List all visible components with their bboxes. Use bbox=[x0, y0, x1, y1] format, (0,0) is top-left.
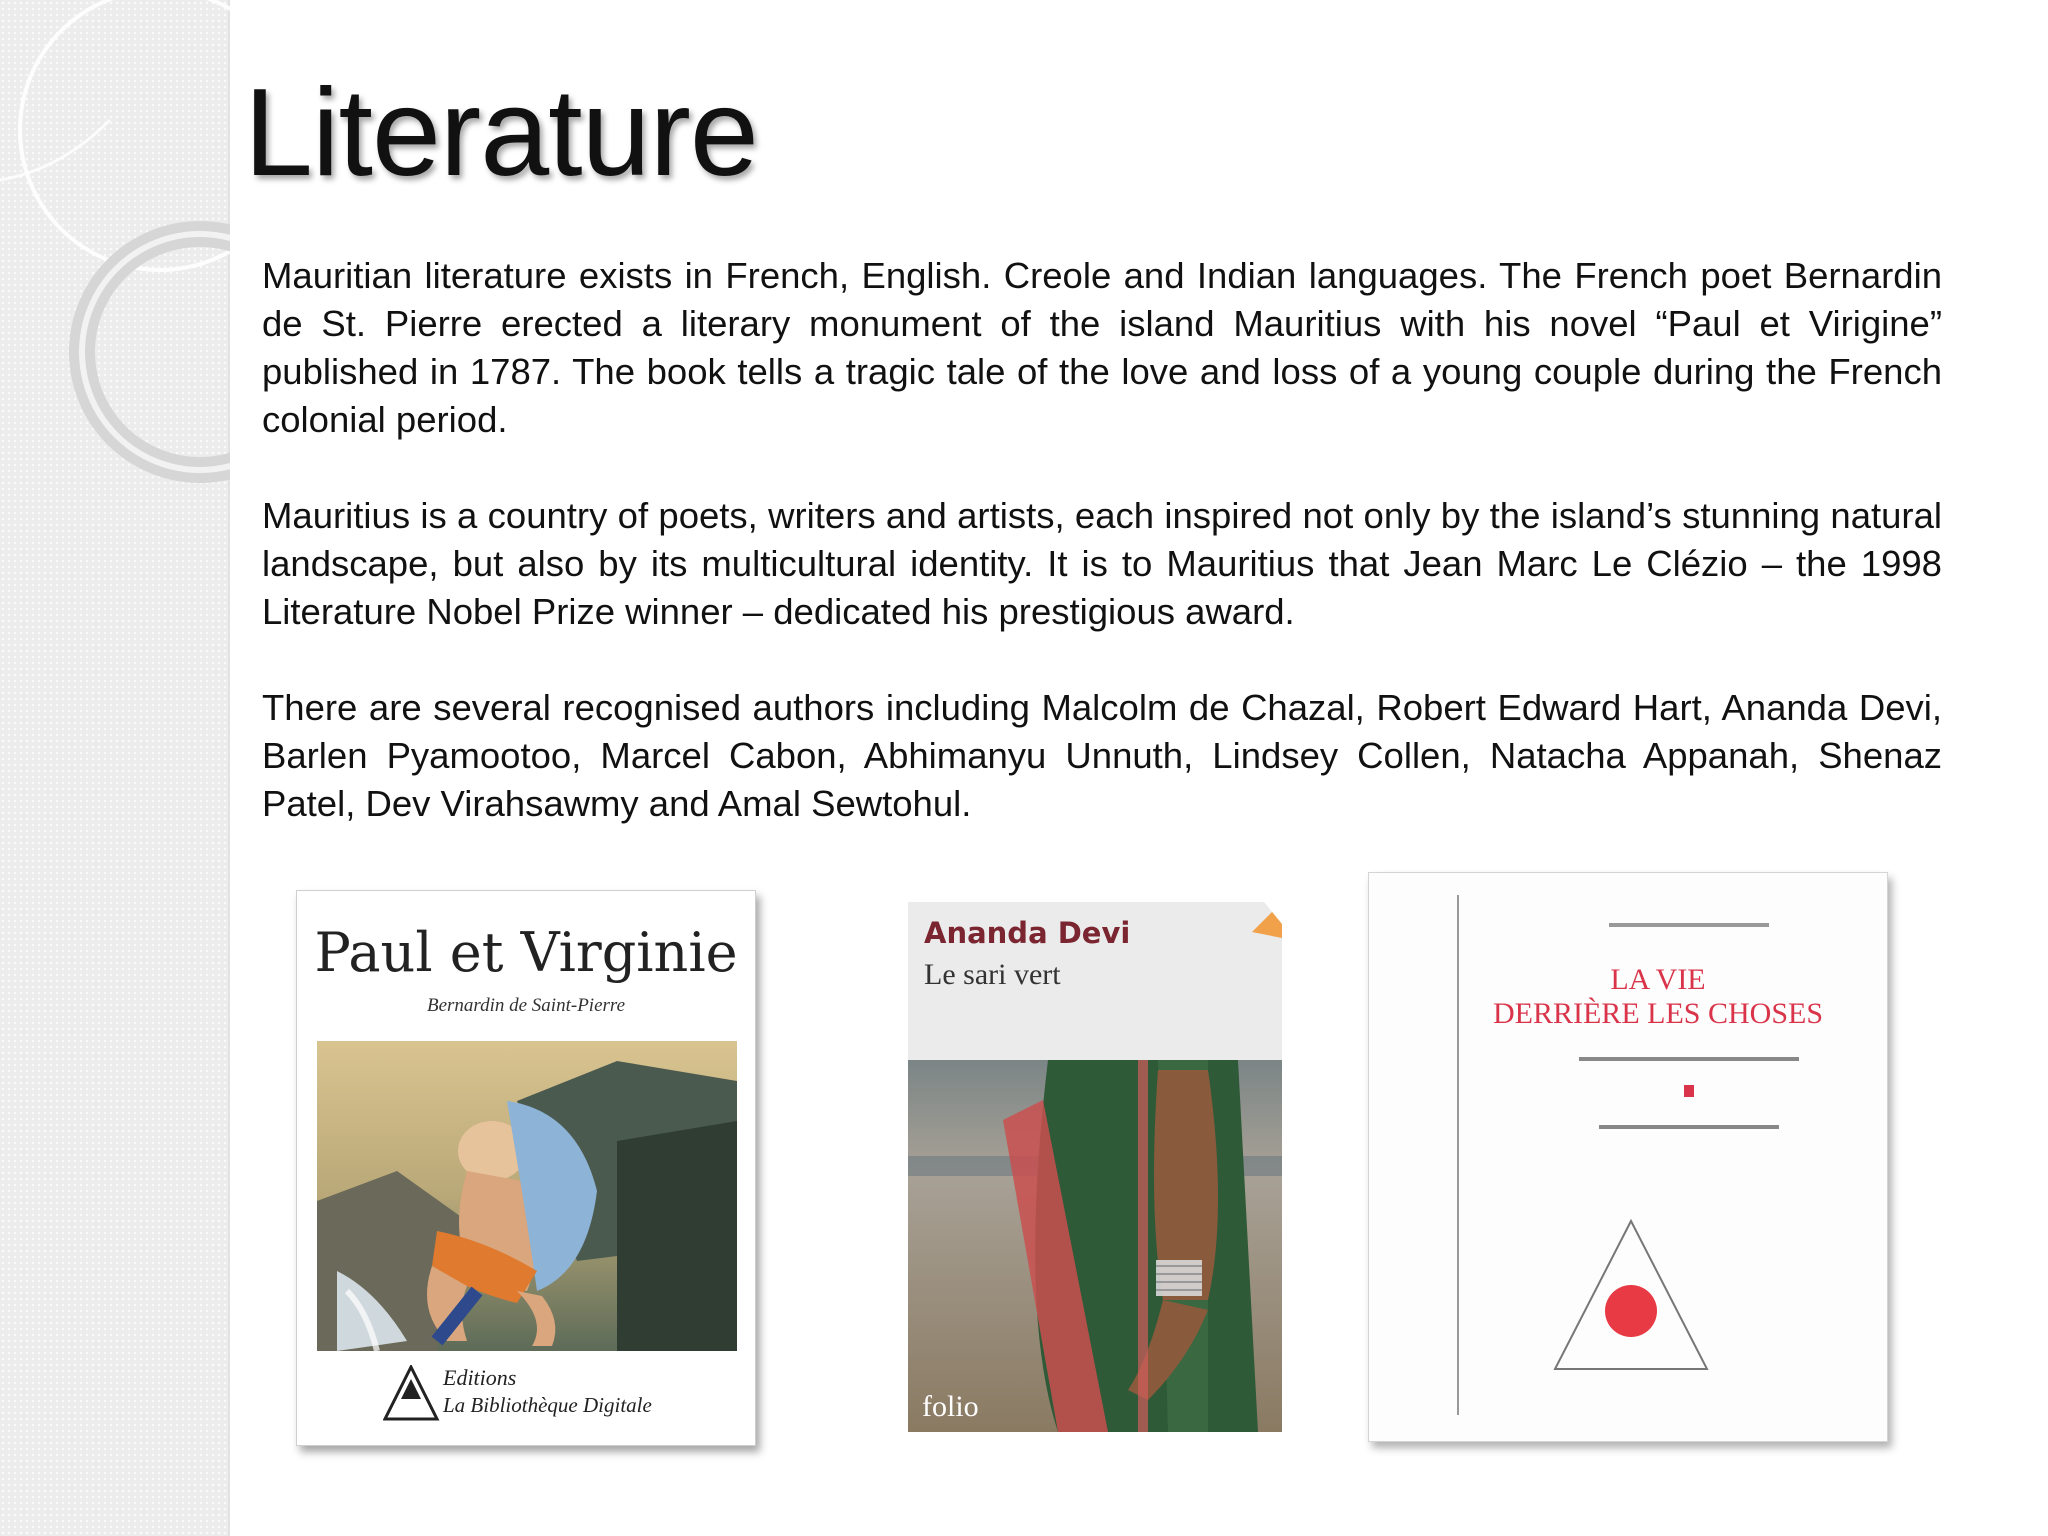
book-cover-la-vie-derriere-les-choses bbox=[1368, 872, 1888, 1442]
cover-author: Ananda Devi bbox=[924, 916, 1131, 950]
cover-painting bbox=[317, 1041, 737, 1351]
cover-emblem-icon bbox=[1489, 1085, 1888, 1099]
decorative-rings bbox=[0, 0, 230, 520]
triangle-sun-icon bbox=[1551, 1217, 1711, 1377]
cover-publisher-line1: Editions bbox=[443, 1365, 517, 1390]
cover-publisher-line2: La Bibliothèque Digitale bbox=[443, 1393, 652, 1417]
cover-imprint: folio bbox=[922, 1390, 979, 1423]
slide-title: Literature bbox=[244, 64, 758, 202]
cover-title: Le sari vert bbox=[924, 958, 1061, 991]
cover-title bbox=[1459, 963, 1857, 1031]
body-text bbox=[262, 252, 1942, 876]
book-cover-paul-et-virginie bbox=[296, 890, 756, 1446]
cover-title-line1: LA VIE bbox=[1610, 963, 1706, 996]
cover-title-line2: DERRIÈRE LES CHOSES bbox=[1492, 997, 1824, 1030]
cover-photo bbox=[908, 1060, 1282, 1432]
corner-tag-icon bbox=[1252, 902, 1282, 938]
decorative-side-strip bbox=[0, 0, 230, 1536]
cover-author-line-placeholder bbox=[1589, 923, 1789, 929]
cover-title: Paul et Virginie bbox=[314, 921, 738, 984]
book-cover-le-sari-vert bbox=[908, 902, 1282, 1432]
paragraph-intro: Mauritian literature exists in French, English. Creole and Indian languages. The French poet Bernardin de St. Pierre erected a literary monument of the island Mauritius with his novel “Paul et Virigine” published in 1787. The book tells a tragic tale of the love and loss of a young couple during the French colonial period. bbox=[262, 255, 1942, 440]
cover-subtitle-line-placeholder bbox=[1489, 1057, 1888, 1063]
paragraph-authors: There are several recognised authors including Malcolm de Chazal, Robert Edward Hart, Ananda Devi, Barlen Pyamootoo, Marcel Cabon, Abhimanyu Unnuth, Lindsey Collen, Natacha Appanah, Shenaz Patel, Dev Virahsawmy and Amal Sewtohul. bbox=[262, 687, 1942, 824]
cover-author: Bernardin de Saint-Pierre bbox=[426, 995, 626, 1016]
cover-publisher-line-placeholder bbox=[1489, 1125, 1888, 1131]
paragraph-poets: Mauritius is a country of poets, writers and artists, each inspired not only by the island’s stunning natural landscape, but also by its multicultural identity. It is to Mauritius that Jean Marc Le Clézio – the 1998 Literature Nobel Prize winner – dedicated his prestigious award. bbox=[262, 495, 1942, 632]
